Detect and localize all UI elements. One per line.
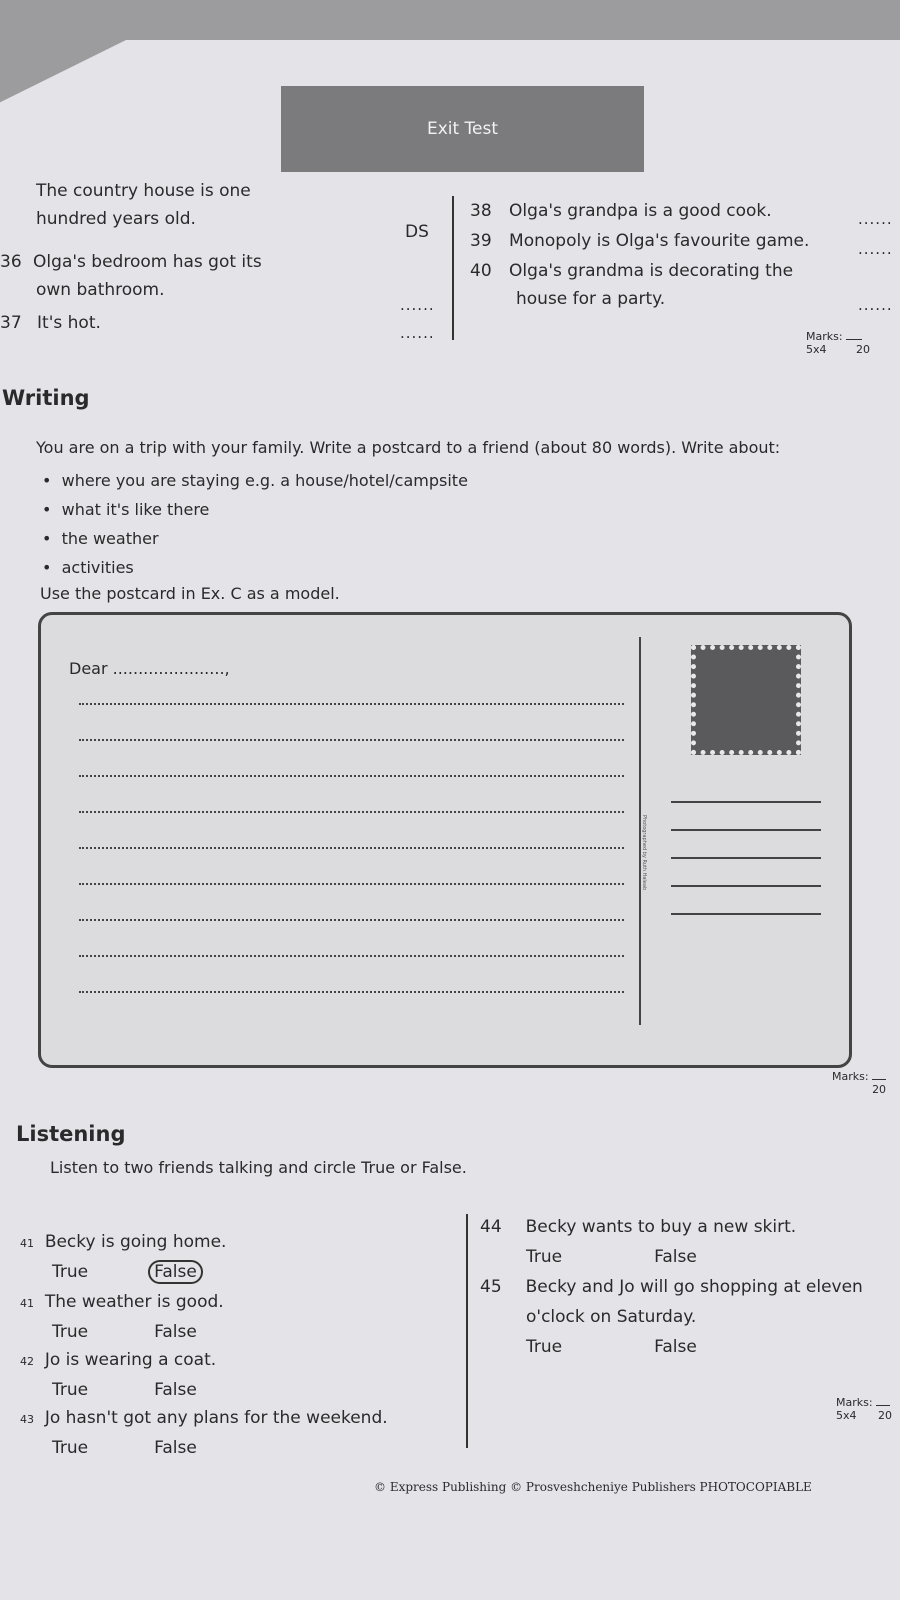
column-divider <box>452 196 454 340</box>
address-line[interactable] <box>671 885 821 887</box>
question-40: 40 Olga's grandma is decorating the house for a party. <box>470 261 794 309</box>
writing-line[interactable] <box>79 991 624 993</box>
footer-copyright: © Express Publishing © Prosveshcheniye Publishers PHOTOCOPIABLE <box>374 1480 812 1494</box>
listening-instruction: Listen to two friends talking and circle True or False. <box>50 1158 467 1177</box>
writing-line[interactable] <box>79 883 624 885</box>
listening-heading: Listening <box>16 1122 126 1146</box>
writing-line[interactable] <box>79 775 624 777</box>
writing-line[interactable] <box>79 955 624 957</box>
question-35: The country house is one hundred years old. <box>36 181 251 229</box>
listening-item: 43 Jo hasn't got any plans for the weekend. True False <box>20 1408 388 1458</box>
bullet-item: • what it's like there <box>42 500 210 519</box>
listening-item: 41 The weather is good. True False <box>20 1292 224 1342</box>
writing-marks: Marks: 20 <box>832 1070 887 1096</box>
answer-35: DS <box>405 222 429 242</box>
bullet-item: • the weather <box>42 529 159 548</box>
answer-38: ...... <box>858 210 893 228</box>
answer-36: ...... <box>400 296 435 314</box>
postcard <box>38 612 852 1068</box>
circled-false[interactable]: False <box>148 1260 203 1284</box>
question-36: 36 Olga's bedroom has got its own bathroom. <box>0 252 262 300</box>
listening-item: 41 Becky is going home. True False <box>20 1232 227 1282</box>
address-line[interactable] <box>671 801 821 803</box>
postcard-greeting: Dear ......................, <box>69 659 230 678</box>
writing-line[interactable] <box>79 739 624 741</box>
stamp-icon <box>691 645 801 755</box>
writing-line[interactable] <box>79 703 624 705</box>
address-line[interactable] <box>671 857 821 859</box>
writing-line[interactable] <box>79 919 624 921</box>
answer-39: ...... <box>858 240 893 258</box>
writing-line[interactable] <box>79 811 624 813</box>
address-line[interactable] <box>671 829 821 831</box>
answer-37: ...... <box>400 324 435 342</box>
question-39: 39 Monopoly is Olga's favourite game. <box>470 231 810 251</box>
writing-instruction: You are on a trip with your family. Write a postcard to a friend (about 80 words). Write about: <box>36 438 781 457</box>
question-38: 38 Olga's grandpa is a good cook. <box>470 201 772 221</box>
question-37: 37 It's hot. <box>0 313 101 333</box>
address-line[interactable] <box>671 913 821 915</box>
listening-item: 42 Jo is wearing a coat. True False <box>20 1350 217 1400</box>
listening-divider <box>466 1214 468 1448</box>
listening-item: 45 Becky and Jo will go shopping at eleven o'clock on Saturday. True False <box>480 1277 863 1357</box>
listening-item: 44 Becky wants to buy a new skirt. True False <box>480 1217 797 1267</box>
reading-marks: Marks: 5x4 20 <box>806 330 871 356</box>
photo-credit: Photographed by Ruth Haleab <box>641 815 647 891</box>
listening-marks: Marks: 5x4 20 <box>836 1396 893 1422</box>
writing-line[interactable] <box>79 847 624 849</box>
bullet-item: • activities <box>42 558 134 577</box>
model-note: Use the postcard in Ex. C as a model. <box>40 584 340 603</box>
answer-40: ...... <box>858 296 893 314</box>
writing-heading: Writing <box>2 386 90 410</box>
bullet-item: • where you are staying e.g. a house/hotel/campsite <box>42 471 468 490</box>
exit-test-header: Exit Test <box>281 86 644 172</box>
writing-bullet-list <box>42 466 468 582</box>
